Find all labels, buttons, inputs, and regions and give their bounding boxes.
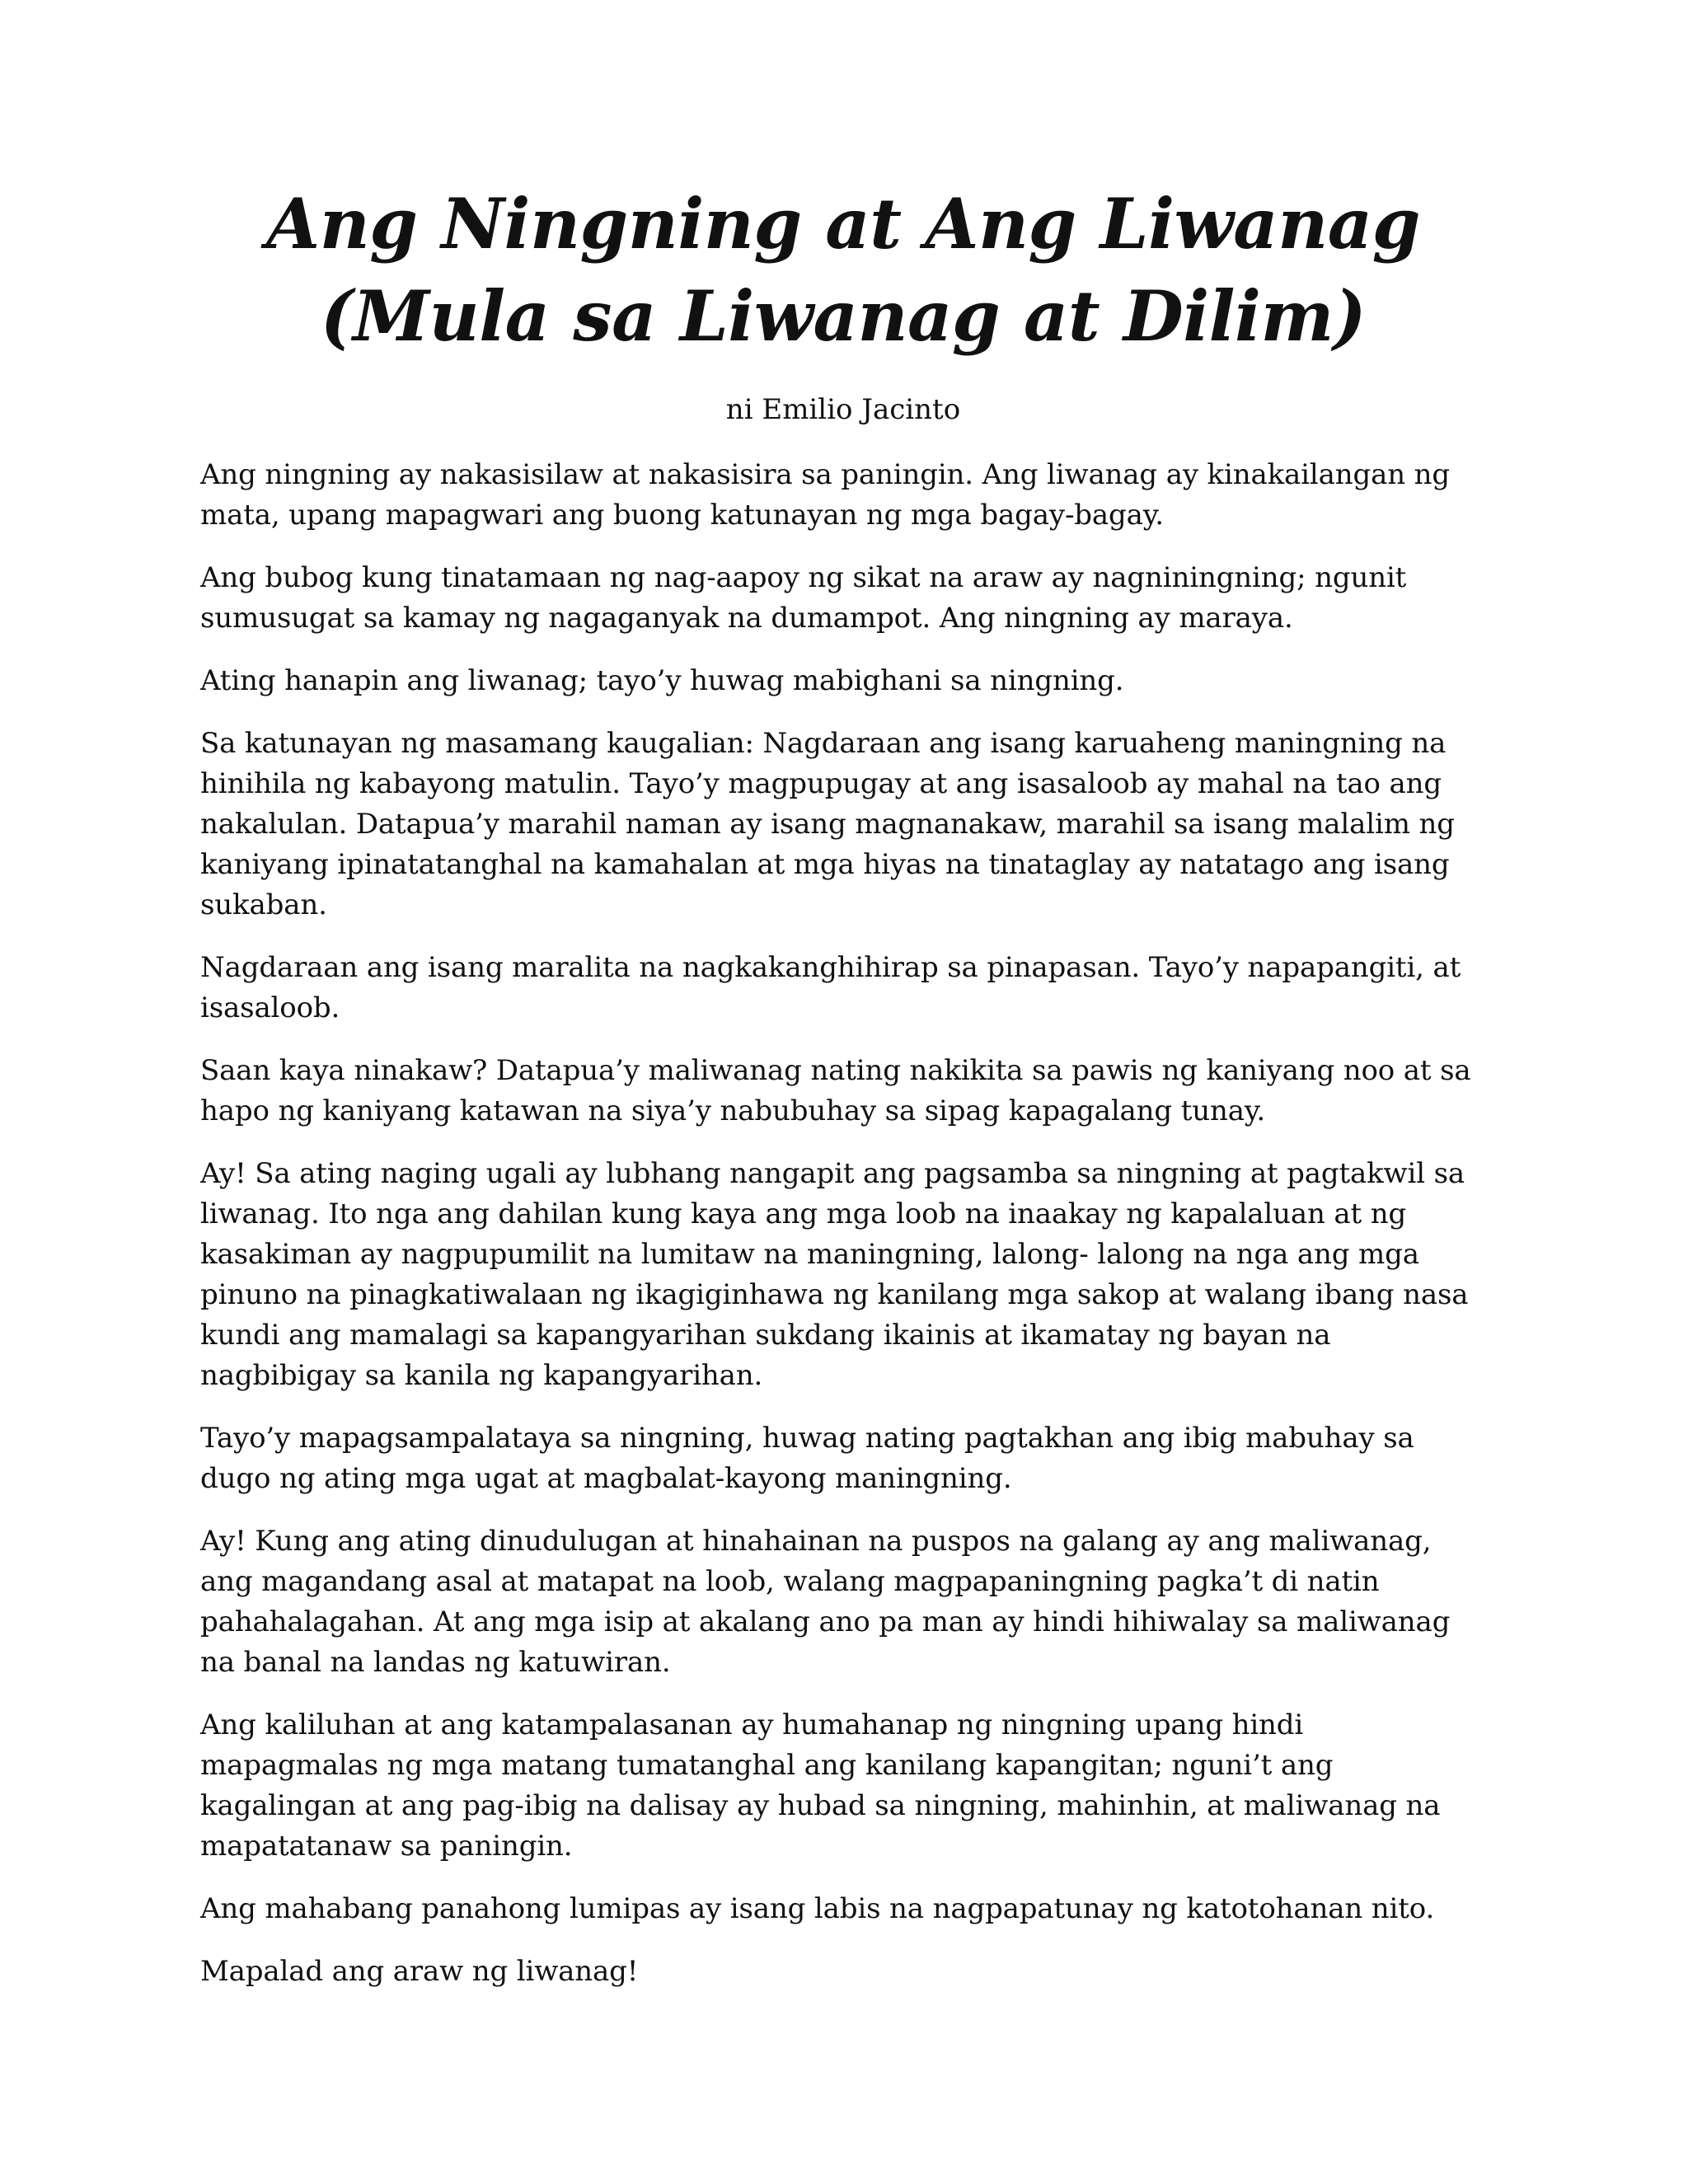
title-line-main: Ang Ningning at Ang Liwanag xyxy=(266,183,1420,265)
title-line-subtitle: (Mula sa Liwanag at Dilim) xyxy=(320,275,1367,358)
paragraph: Ang mahabang panahong lumipas ay isang labis na nagpapatunay ng katotohanan nito. xyxy=(200,1891,1435,1925)
author-byline: ni Emilio Jacinto xyxy=(725,393,961,427)
paragraph: Ating hanapin ang liwanag; tayo’y huwag mabighani sa ningning. xyxy=(200,663,1124,697)
document-title xyxy=(200,183,1486,358)
paragraph: Ang kaliluhan at ang katampalasanan ay humahanap ng ningning upang hindi mapagmalas ng mga matang tumatanghal ang kanilang kapangitan; nguni’t ang kagalingan at ang pag-ibig na dalisay ay hubad sa ningning, mahinhin, at maliwanag na mapatatanaw sa paningin. xyxy=(200,1708,1441,1863)
paragraph: Nagdaraan ang isang maralita na nagkakanghihirap sa pinapasan. Tayo’y napapangiti, at isasaloob. xyxy=(200,950,1461,1024)
paragraph: Ang ningning ay nakasisilaw at nakasisira sa paningin. Ang liwanag ay kinakailangan ng mata, upang mapagwari ang buong katunayan ng mga bagay-bagay. xyxy=(200,457,1450,532)
paragraph: Ang bubog kung tinatamaan ng nag-aapoy ng sikat na araw ay nagniningning; ngunit sumusugat sa kamay ng nagaganyak na dumampot. Ang ningning ay maraya. xyxy=(200,560,1407,635)
paragraph: Tayo’y mapagsampalataya sa ningning, huwag nating pagtakhan ang ibig mabuhay sa dugo ng ating mga ugat at magbalat-kayong maningning. xyxy=(200,1421,1414,1495)
paragraph: Sa katunayan ng masamang kaugalian: Nagdaraan ang isang karuaheng maningning na hinihila ng kabayong matulin. Tayo’y magpupugay at ang isasaloob ay mahal na tao ang nakalulan. Datapua’y marahil naman ay isang magnanakaw, marahil sa isang malalim ng kaniyang ipinatatanghal na kamahalan at mga hiyas na tinataglay ay natatago ang isang sukaban. xyxy=(200,726,1455,921)
paragraph: Mapalad ang araw ng liwanag! xyxy=(200,1954,639,1988)
paragraph: Ay! Sa ating naging ugali ay lubhang nangapit ang pagsamba sa ningning at pagtakwil sa liwanag. Ito nga ang dahilan kung kaya ang mga loob na inaakay ng kapalaluan at ng kasakiman ay nagpupumilit na lumitaw na maningning, lalong- lalong na nga ang mga pinuno na pinagkatiwalaan ng ikagiginhawa ng kanilang mga sakop at walang ibang nasa kundi ang mamalagi sa kapangyarihan sukdang ikainis at ikamatay ng bayan na nagbibigay sa kanila ng kapangyarihan. xyxy=(200,1156,1469,1392)
paragraph: Saan kaya ninakaw? Datapua’y maliwanag nating nakikita sa pawis ng kaniyang noo at sa hapo ng kaniyang katawan na siya’y nabubuhay sa sipag kapagalang tunay. xyxy=(200,1053,1471,1127)
essay-body xyxy=(200,455,1486,1992)
paragraph: Ay! Kung ang ating dinudulugan at hinahainan na puspos na galang ay ang maliwanag, ang magandang asal at matapat na loob, walang magpapaningning pagka’t di natin pahahalagahan. At ang mga isip at akalang ano pa man ay hindi hihiwalay sa maliwanag na banal na landas ng katuwiran. xyxy=(200,1524,1451,1679)
